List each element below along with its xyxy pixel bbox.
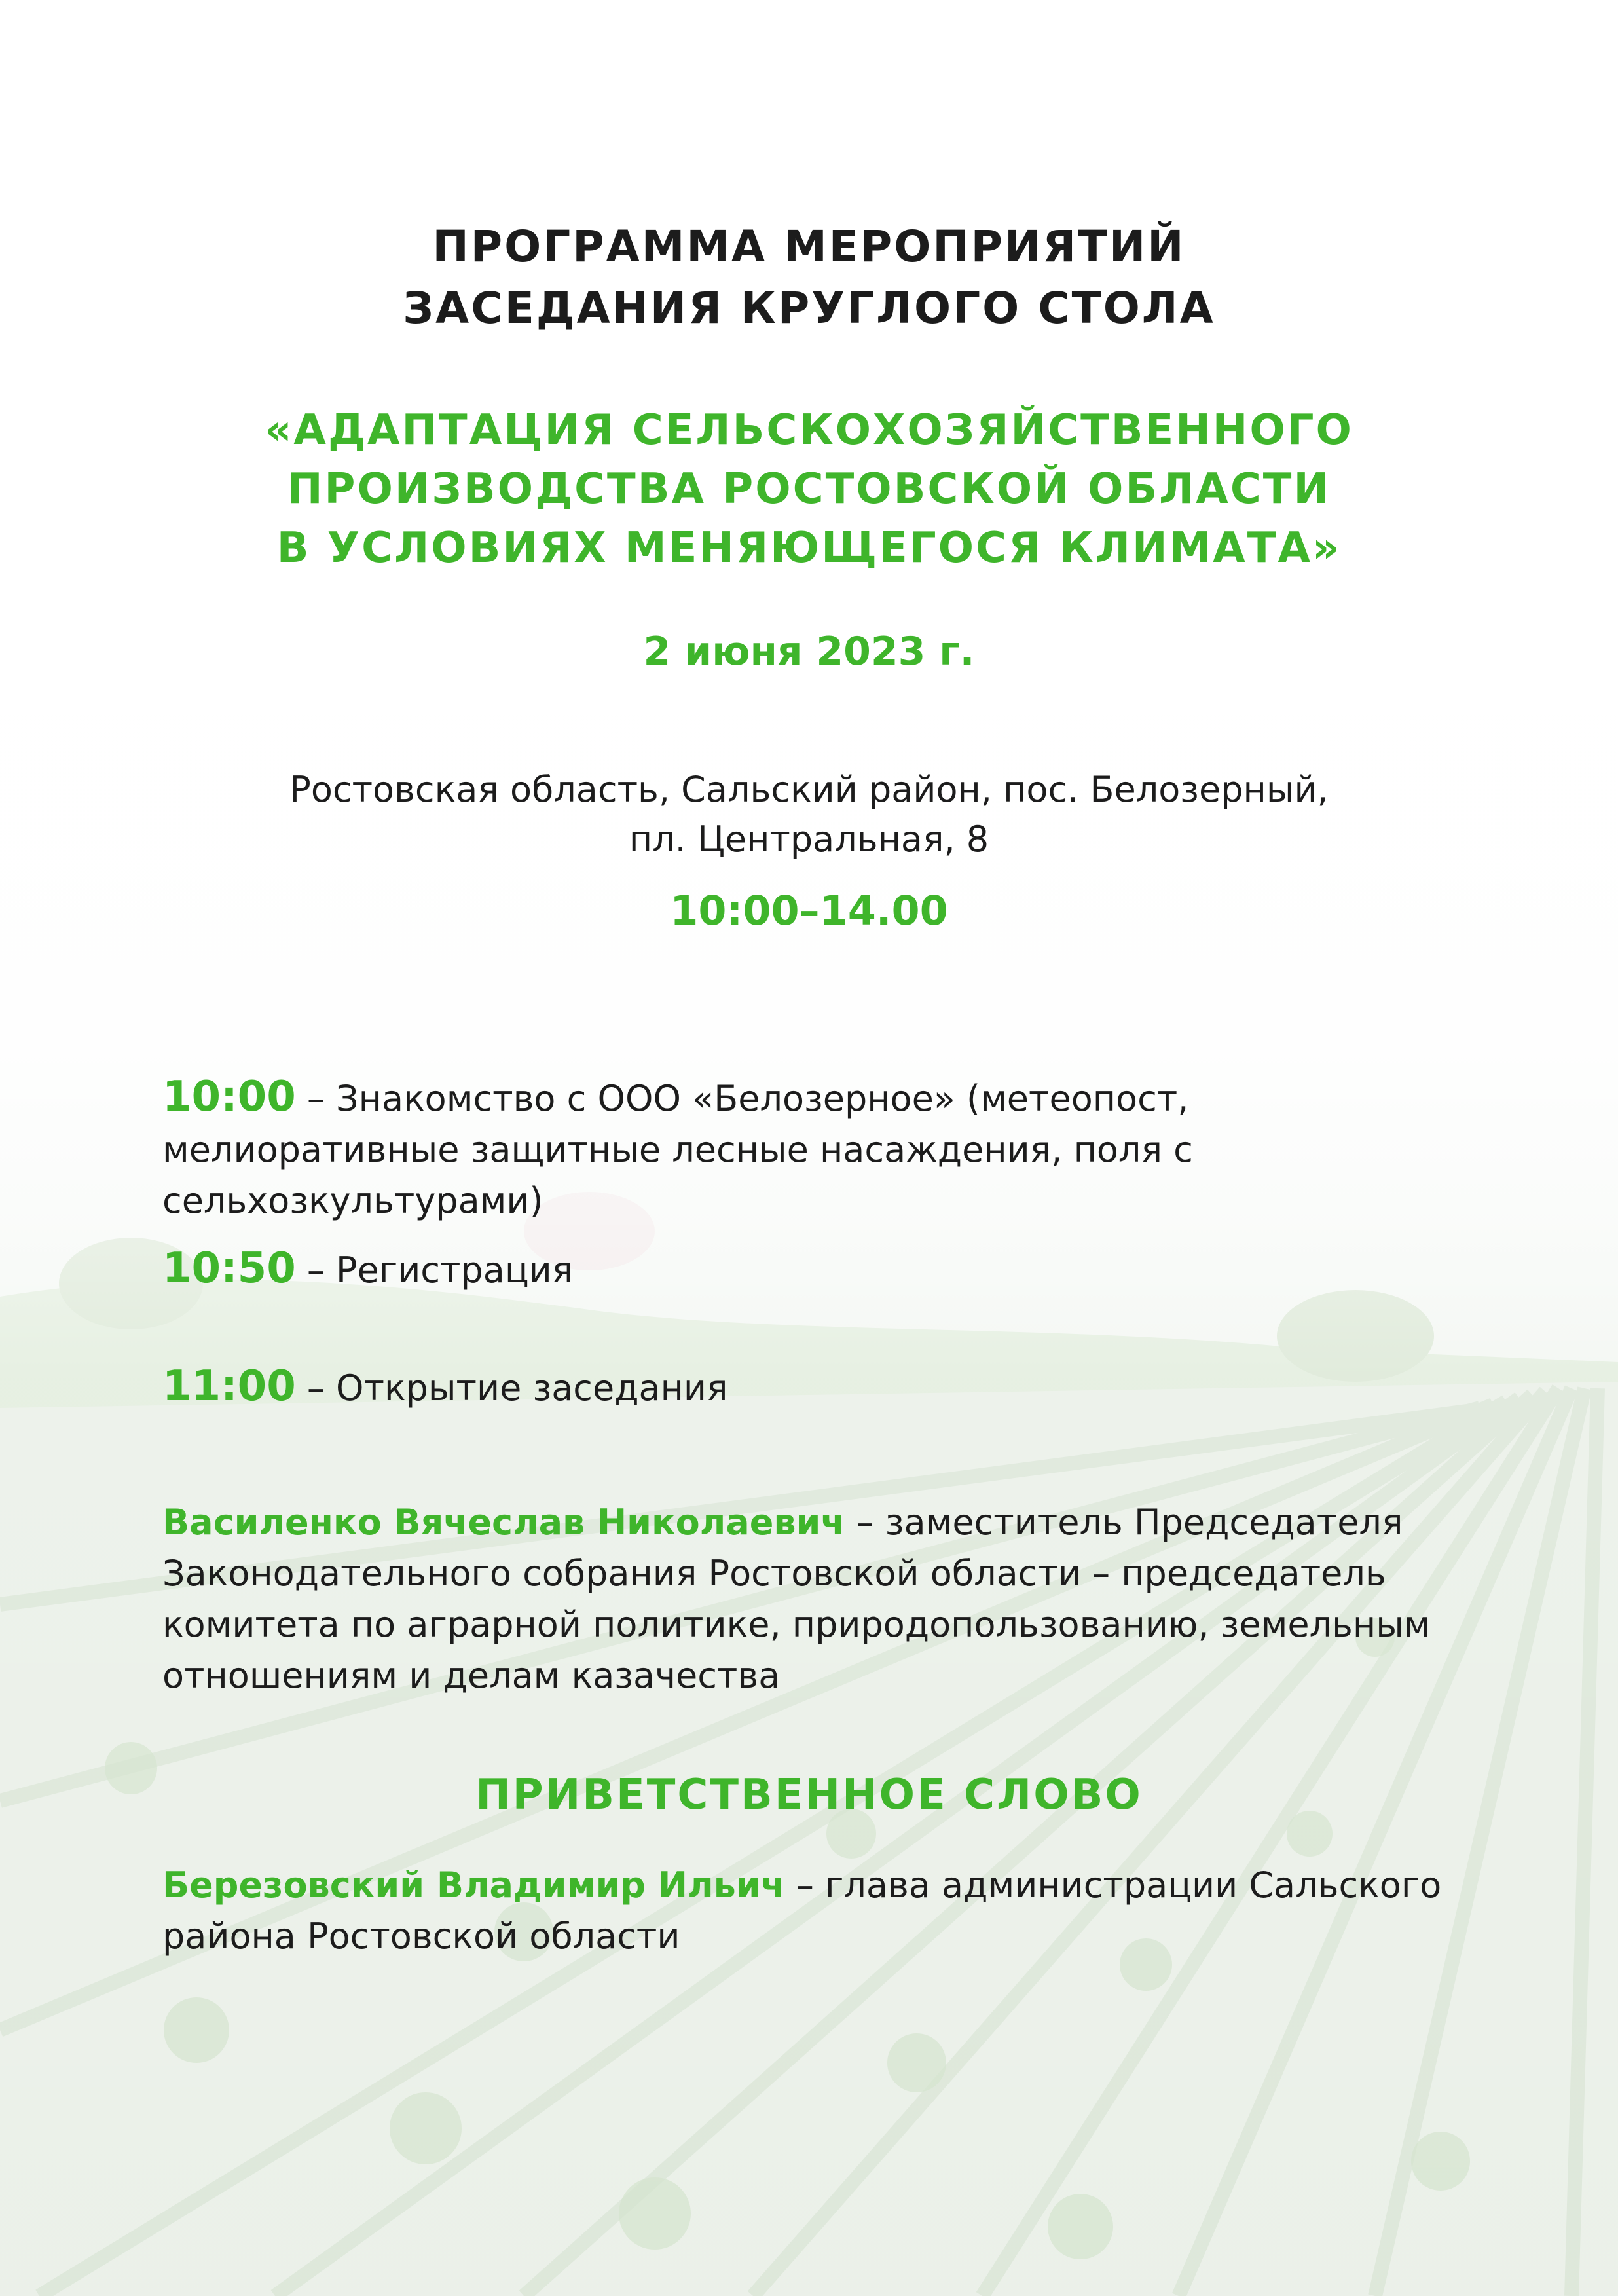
- event-title-line2: ПРОИЗВОДСТВА РОСТОВСКОЙ ОБЛАСТИ: [287, 465, 1331, 513]
- opening-speaker: [162, 1497, 1485, 1701]
- schedule-item: [162, 1071, 1485, 1227]
- speaker-role: – заместитель Председателя Законодательного собрания Ростовской области – председатель комитета по аграрной политике, природопользованию, земельным отношениям и делам казачества: [162, 1502, 1431, 1696]
- program-title: [0, 216, 1618, 339]
- schedule-time: 11:00: [162, 1362, 296, 1411]
- event-title: [0, 401, 1618, 578]
- event-date: 2 июня 2023 г.: [643, 629, 975, 675]
- event-hours: 10:00–14.00: [670, 887, 948, 935]
- schedule-text: – Открытие заседания: [295, 1367, 728, 1409]
- schedule-time: 10:50: [162, 1244, 296, 1293]
- event-address: [0, 765, 1618, 864]
- program-title-line2: ЗАСЕДАНИЯ КРУГЛОГО СТОЛА: [403, 283, 1215, 333]
- speaker-name: Василенко Вячеслав Николаевич: [162, 1502, 845, 1543]
- schedule-item: [162, 1243, 1485, 1296]
- schedule-time: 10:00: [162, 1073, 296, 1121]
- program-title-line1: ПРОГРАММА МЕРОПРИЯТИЙ: [432, 221, 1186, 272]
- schedule-text: – Регистрация: [295, 1250, 574, 1291]
- event-title-line1: «АДАПТАЦИЯ СЕЛЬСКОХОЗЯЙСТВЕННОГО: [265, 406, 1353, 454]
- greeting-speaker: [162, 1860, 1485, 1962]
- schedule-text: – Знакомство с ООО «Белозерное» (метеопост, мелиоративные защитные лесные насаждения, поля с сельхозкультурами): [162, 1078, 1193, 1221]
- address-line1: Ростовская область, Сальский район, пос. Белозерный,: [289, 769, 1329, 810]
- speaker-name: Березовский Владимир Ильич: [162, 1864, 785, 1906]
- schedule-item: [162, 1361, 1485, 1414]
- speaker-role: – глава администрации Сальского района Ростовской области: [162, 1864, 1442, 1957]
- address-line2: пл. Центральная, 8: [629, 819, 989, 860]
- event-title-line3: В УСЛОВИЯХ МЕНЯЮЩЕГОСЯ КЛИМАТА»: [276, 524, 1342, 572]
- greeting-section-title: ПРИВЕТСТВЕННОЕ СЛОВО: [475, 1771, 1143, 1819]
